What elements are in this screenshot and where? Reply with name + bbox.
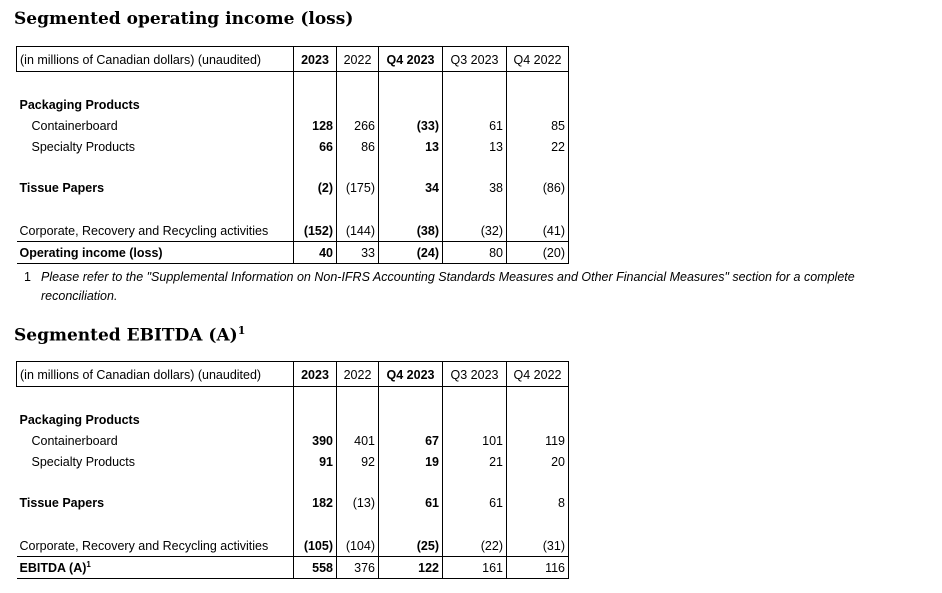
column-header: Q4 2022 bbox=[507, 47, 569, 72]
table-header-row bbox=[17, 47, 569, 72]
row-label: Specialty Products bbox=[31, 140, 136, 154]
table-row bbox=[17, 177, 569, 198]
table-cell: (105) bbox=[294, 535, 337, 557]
table-cell: 40 bbox=[294, 242, 337, 264]
table-cell: (22) bbox=[443, 535, 507, 557]
table-cell: (24) bbox=[379, 242, 443, 264]
table-cell: 13 bbox=[443, 136, 507, 157]
column-header: Q3 2023 bbox=[443, 47, 507, 72]
table-row bbox=[17, 430, 569, 451]
table-cell: (2) bbox=[294, 177, 337, 198]
segment-heading: Packaging Products bbox=[19, 413, 140, 427]
table-cell: 376 bbox=[337, 557, 379, 579]
table-header-row bbox=[17, 362, 569, 387]
table-cell: (175) bbox=[337, 177, 379, 198]
table-cell: 19 bbox=[379, 451, 443, 472]
row-label: Corporate, Recovery and Recycling activities bbox=[17, 220, 294, 242]
row-label: Tissue Papers bbox=[19, 496, 105, 510]
footnote-text: Please refer to the "Supplemental Information on Non-IFRS Accounting Standards Measures and Other Financial Measures" section for a complete reconciliation. bbox=[41, 270, 855, 303]
table-cell: 13 bbox=[379, 136, 443, 157]
table-row bbox=[17, 115, 569, 136]
total-row bbox=[17, 242, 569, 264]
spacer-row bbox=[17, 387, 569, 410]
units-label: (in millions of Canadian dollars) (unaudited) bbox=[17, 362, 294, 387]
table-row bbox=[17, 94, 569, 115]
table-cell: 161 bbox=[443, 557, 507, 579]
table-cell: 558 bbox=[294, 557, 337, 579]
spacer-row bbox=[17, 513, 569, 535]
table-cell: 91 bbox=[294, 451, 337, 472]
spacer-row bbox=[17, 198, 569, 220]
table-cell: (41) bbox=[507, 220, 569, 242]
table-cell: 38 bbox=[443, 177, 507, 198]
table-row bbox=[17, 136, 569, 157]
table-cell: (33) bbox=[379, 115, 443, 136]
table-cell: 80 bbox=[443, 242, 507, 264]
table-cell: 66 bbox=[294, 136, 337, 157]
column-header: Q4 2023 bbox=[379, 47, 443, 72]
row-label: Corporate, Recovery and Recycling activities bbox=[17, 535, 294, 557]
title-superscript: 1 bbox=[237, 324, 246, 337]
table-cell: 266 bbox=[337, 115, 379, 136]
table-cell: 116 bbox=[507, 557, 569, 579]
table-cell: (152) bbox=[294, 220, 337, 242]
table-cell: 20 bbox=[507, 451, 569, 472]
table-cell: 67 bbox=[379, 430, 443, 451]
row-label: EBITDA (A)$^1$ bbox=[17, 557, 294, 579]
table-cell: (86) bbox=[507, 177, 569, 198]
operating-income-table bbox=[16, 46, 569, 264]
column-header: Q3 2023 bbox=[443, 362, 507, 387]
column-header: Q4 2022 bbox=[507, 362, 569, 387]
spacer-row bbox=[17, 157, 569, 177]
section-title-ebitda: Segmented EBITDA $(A)^1$ bbox=[14, 324, 246, 346]
table-cell: (104) bbox=[337, 535, 379, 557]
table-cell: 119 bbox=[507, 430, 569, 451]
footnote-number: 1 bbox=[24, 270, 31, 284]
section-title-operating-income: Segmented operating income (loss) bbox=[14, 9, 354, 29]
column-header: 2023 bbox=[294, 47, 337, 72]
table-cell: 61 bbox=[443, 115, 507, 136]
table-cell: 86 bbox=[337, 136, 379, 157]
table-cell: (38) bbox=[379, 220, 443, 242]
units-label: (in millions of Canadian dollars) (unaudited) bbox=[17, 47, 294, 72]
row-label: Operating income (loss) bbox=[17, 242, 294, 264]
table-cell: 401 bbox=[337, 430, 379, 451]
column-header: 2022 bbox=[337, 47, 379, 72]
row-label: Specialty Products bbox=[31, 455, 136, 469]
table-cell: (13) bbox=[337, 492, 379, 513]
row-label: Containerboard bbox=[31, 119, 118, 133]
row-label: Containerboard bbox=[31, 434, 118, 448]
total-row bbox=[17, 557, 569, 579]
table-cell: 61 bbox=[379, 492, 443, 513]
table-cell: 22 bbox=[507, 136, 569, 157]
table-cell: 61 bbox=[443, 492, 507, 513]
table-row bbox=[17, 220, 569, 242]
spacer-row bbox=[17, 472, 569, 492]
table-cell: 33 bbox=[337, 242, 379, 264]
table-row bbox=[17, 535, 569, 557]
table-cell: 21 bbox=[443, 451, 507, 472]
column-header: 2023 bbox=[294, 362, 337, 387]
table-cell: 34 bbox=[379, 177, 443, 198]
table-cell: 85 bbox=[507, 115, 569, 136]
table-cell: (25) bbox=[379, 535, 443, 557]
table-cell: 122 bbox=[379, 557, 443, 579]
table-cell: 390 bbox=[294, 430, 337, 451]
table-cell: (32) bbox=[443, 220, 507, 242]
column-header: Q4 2023 bbox=[379, 362, 443, 387]
table-row bbox=[17, 492, 569, 513]
table-cell: 8 bbox=[507, 492, 569, 513]
table-cell: 182 bbox=[294, 492, 337, 513]
segment-heading: Packaging Products bbox=[19, 98, 140, 112]
spacer-row bbox=[17, 72, 569, 95]
table-cell: (144) bbox=[337, 220, 379, 242]
table-cell: 128 bbox=[294, 115, 337, 136]
footnote bbox=[24, 268, 924, 306]
table-cell: 101 bbox=[443, 430, 507, 451]
label-superscript: 1 bbox=[86, 559, 91, 569]
table-row bbox=[17, 409, 569, 430]
column-header: 2022 bbox=[337, 362, 379, 387]
row-label: Tissue Papers bbox=[19, 181, 105, 195]
table-cell: (31) bbox=[507, 535, 569, 557]
ebitda-table bbox=[16, 361, 569, 579]
table-row bbox=[17, 451, 569, 472]
table-cell: (20) bbox=[507, 242, 569, 264]
table-cell: 92 bbox=[337, 451, 379, 472]
